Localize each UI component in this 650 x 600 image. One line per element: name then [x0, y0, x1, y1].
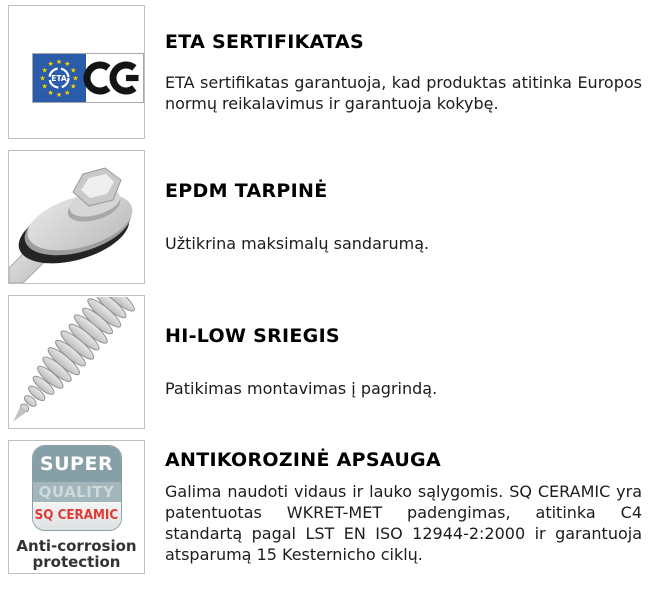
feature-row-anti-corrosion [8, 440, 650, 574]
eta-label: ETA [51, 73, 67, 83]
badge-sq-ceramic-label: SQ CERAMIC [33, 502, 121, 530]
svg-text:★: ★ [55, 90, 63, 99]
badge-quality-label: QUALITY [33, 482, 121, 502]
svg-text:★: ★ [41, 65, 48, 74]
feature-text-anti-corrosion [165, 440, 642, 574]
eta-ce-logo-box [8, 5, 145, 139]
screw-head-epdm-image [9, 152, 144, 283]
badge-super-label: SUPER [33, 446, 121, 482]
feature-row-hi-low-thread [8, 295, 650, 429]
sq-ceramic-badge-shield [32, 445, 122, 531]
feature-heading: ANTIKOROZINĖ APSAUGA [165, 449, 441, 471]
badge-caption: Anti-corrosion protection [16, 536, 137, 571]
feature-heading: HI-LOW SRIEGIS [165, 325, 340, 347]
svg-text:★: ★ [72, 74, 79, 82]
feature-row-eta-certificate [8, 5, 650, 139]
thread-coils [9, 297, 137, 428]
svg-text:★: ★ [55, 57, 63, 66]
feature-description: Galima naudoti vidaus ir lauko sąlygomis. SQ CERAMIC yra patentuotas WKRET-MET padengimas, atitinka C4 standartą pagal LST EN ISO 12944-2:2000 ir garantuoja atsparumą 15 Kesternicho ciklų. [165, 482, 642, 564]
svg-text:★: ★ [47, 88, 54, 97]
feature-text-hi-low-thread [165, 295, 642, 429]
screw-thread-image [9, 297, 144, 428]
svg-text:★: ★ [64, 59, 71, 68]
feature-description: Patikimas montavimas į pagrindą. [165, 379, 438, 398]
svg-text:★: ★ [41, 82, 48, 91]
svg-text:★: ★ [64, 88, 71, 97]
feature-row-epdm-gasket [8, 150, 650, 284]
epdm-screw-photo-box [8, 150, 145, 284]
feature-description: ETA sertifikatas garantuoja, kad produktas atitinka Europos normų reikalavimus ir garantuoja kokybę. [165, 72, 642, 113]
svg-text:★: ★ [47, 59, 54, 68]
feature-heading: EPDM TARPINĖ [165, 180, 328, 202]
sq-ceramic-badge-box [8, 440, 145, 574]
feature-heading: ETA SERTIFIKATAS [165, 30, 364, 53]
thread-photo-box [8, 295, 145, 429]
svg-text:★: ★ [39, 74, 46, 82]
eta-ce-logo [9, 7, 144, 138]
feature-description: Užtikrina maksimalų sandarumą. [165, 234, 430, 253]
sq-ceramic-badge [12, 445, 142, 570]
svg-text:★: ★ [70, 82, 77, 91]
feature-text-epdm-gasket [165, 150, 642, 284]
svg-text:★: ★ [70, 65, 77, 74]
feature-text-eta-certificate [165, 5, 642, 139]
